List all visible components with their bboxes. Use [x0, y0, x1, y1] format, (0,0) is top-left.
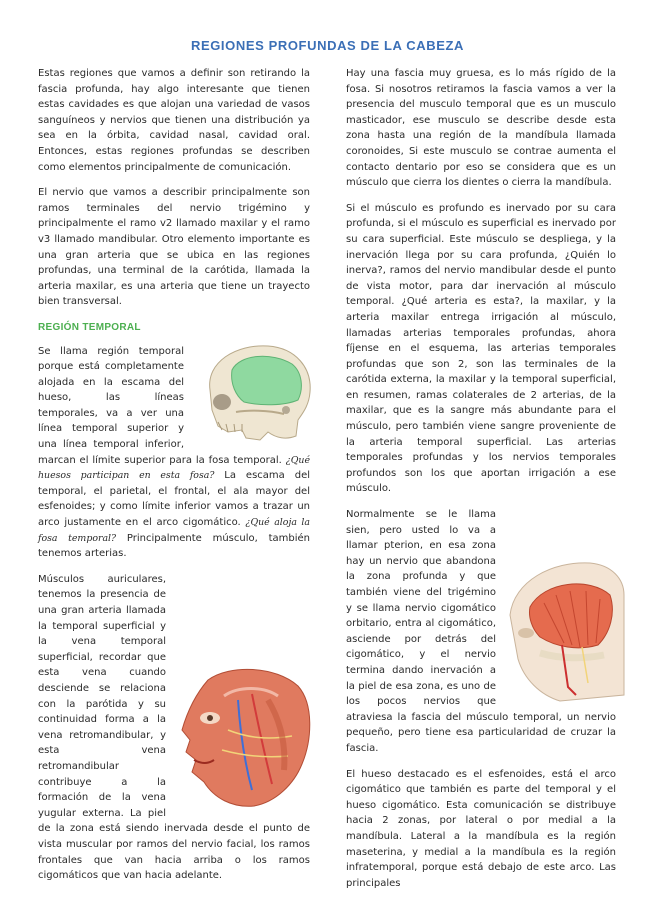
- fascia-paragraph: Hay una fascia muy gruesa, es lo más rígido de la fosa. Si nosotros retiramos la fascia vamos a ver la presencia del musculo temporal que es un musculo masticador, ese musculo se describe desde esta zona hasta una región de la mandíbula llamada coronoides, Si este musculo se contrae aumenta el contacto dentario por eso se considera que es un músculo que cierra los dientes o cierra la mandíbula.: [346, 68, 616, 189]
- face-muscles-figure: [168, 660, 318, 810]
- temporal-text-b: La escama del temporal, el parietal, el frontal, el ala mayor del esfenoides; y como límite inferior vamos a trazar un arco justamente en el arco cigomático.: [38, 470, 310, 529]
- right-column: [346, 66, 616, 901]
- sphenoid-paragraph: El hueso destacado es el esfenoides, está el arco cigomático que también es parte del temporal y el hueso cigomático. Esta comunicación se distribuye hacia 2 zonas, por lateral o por medial a la mandíbula. Lateral a la mandíbula es la región maseterina, y medial a la mandíbula es la región infratemporal, porque está debajo de este arco. Las principales: [346, 768, 616, 889]
- auricular-paragraph: Músculos auriculares, tenemos la presencia de una gran arteria llamada la temporal superficial y la vena temporal superficial, recordar que esta vena cuando desciende se relaciona con la parótida y su continuidad forma a la vena retromandibular, y esta vena retromandibular contribuye a la formación de la vena yugular externa. La piel de la zona está siendo inervada desde el punto de vista muscular por ramos del nervio facial, los ramos frontales que van hacia arriba o los ramos cigomáticos que van hacia adelante.: [38, 573, 310, 882]
- question-bones: ¿Qué huesos participan en esta fosa?: [38, 454, 310, 482]
- question-fossa: ¿Qué aloja la fosa temporal?: [38, 517, 311, 544]
- skull-figure: [188, 340, 316, 448]
- temporal-text-c: Principalmente músculo, también tenemos arterias.: [38, 532, 310, 560]
- nerve-paragraph: El nervio que vamos a describir principalmente son ramos terminales del nervio trigémino y principalmente el ramo v2 llamado maxilar y el ramo v3 llamado mandibular. Otro elemento importante es una gran arteria que se ubica en las regiones profundas, una terminal de la carótida, llamada la arteria maxilar, es una arteria que tiene un trayecto bien transversal.: [38, 187, 310, 308]
- pterion-paragraph: Normalmente se le llama sien, pero usted lo va a llamar pterion, en esa zona hay un nervio que abandona la zona profunda y que también viene del trigémino y se llama nervio cigomático orbitario, entra al cigomático, asciende por detrás del cigomático, y el nervio termina dando inervación a la piel de esa zona, es uno de los pocos nervios que atraviesa la fascia del músculo temporal, un nervio pequeño, pero tiene esa particularidad de cruzar la fascia.: [346, 509, 616, 754]
- temporal-text-a: Se llama región temporal porque está completamente alojada en la escama del hueso, las líneas temporales, va a ver una línea temporal superior y una línea temporal inferior, marcan el límite superior para la fosa temporal.: [38, 345, 286, 466]
- temporal-muscle-figure: [500, 555, 626, 705]
- left-column: [38, 66, 310, 894]
- intro-paragraph: Estas regiones que vamos a definir son retirando la fascia profunda, hay algo interesante que tienen estas cavidades es que alojan una variedad de vasos sanguíneos y nervios que tienen una distribución ya sea en la órbita, cavidad nasal, cavidad oral. Entonces, estas regiones profundas se describen como elementos principalmente de comunicación.: [38, 68, 310, 173]
- page-title: REGIONES PROFUNDAS DE LA CABEZA: [190, 38, 465, 53]
- innervation-paragraph: Si el músculo es profundo es inervado por su cara profunda, si el músculo es superficial es inervado por su cara superficial. Este músculo se despliega, y la inervación llega por su cara profunda, ¿Quién lo inerva?, ramos del nervio mandibular desde el punto de vista motor, para dar inervación al músculo temporal. ¿Qué arteria es esta?, la maxilar, y la arteria maxilar entrega irrigación al músculo, llamadas arterias temporales profundas, ahora fíjense en el esquema, las arterias temporales profundas que son 2, son las terminales de la carótida externa, la maxilar y la temporal superficial, en resumen, ramas colaterales de 2 arterias, de la maxilar, que es la sangre más abundante para el músculo, pero también viene sangre proveniente de la arteria temporal superficial. Las arterias temporales profundas y los nervios temporales profundos son los que aportan irrigación a ese músculo.: [346, 202, 616, 495]
- section-heading-temporal: REGIÓN TEMPORAL: [38, 321, 141, 333]
